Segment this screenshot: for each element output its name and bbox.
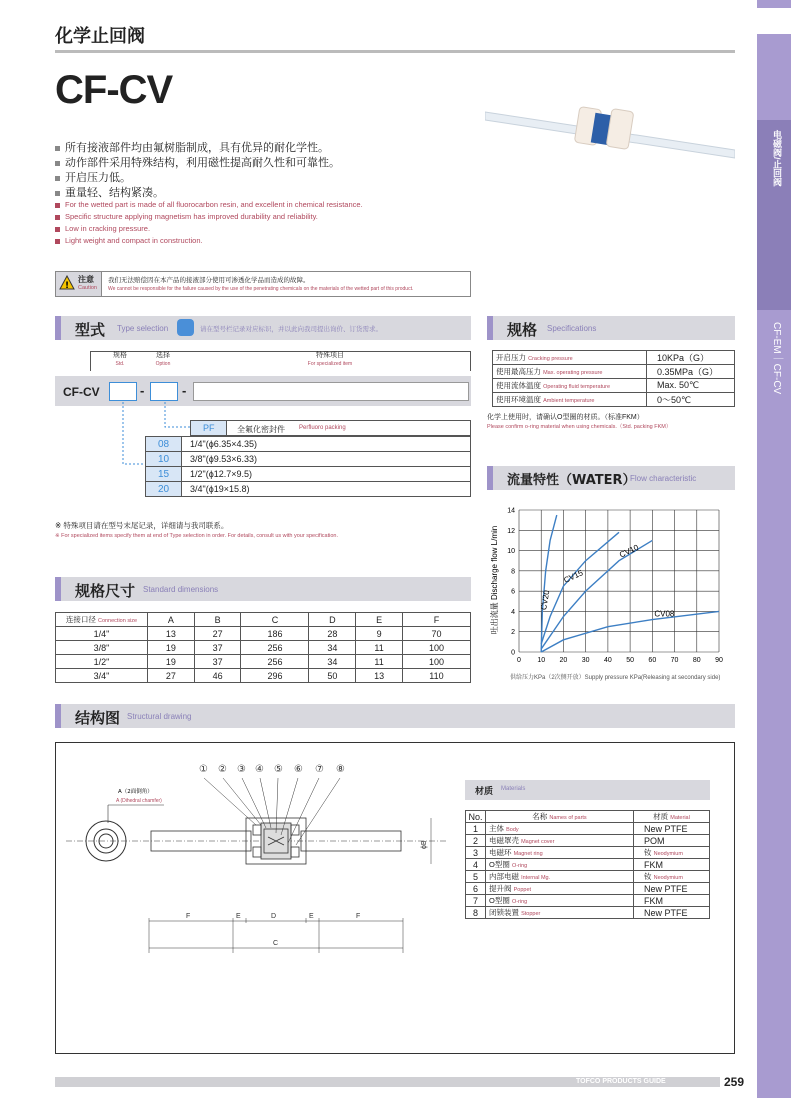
series-line-cv10 [541,540,652,649]
feature-en-item: Specific structure applying magnetism has improved durability and reliability. [55,211,363,223]
svg-text:⑦: ⑦ [315,764,324,775]
spec-row: 使用最高压力 Max. operating pressure 0.35MPa（G） [493,365,735,379]
svg-text:⑤: ⑤ [274,764,283,775]
feature-zh-item: 开启压力低。 [55,170,340,185]
svg-text:E: E [309,913,314,920]
std-label: 规格 Std. [113,352,127,367]
structural-header: 结构图 Structural drawing [55,704,735,728]
size-code-row: 15 1/2"(ϕ12.7×9.5) [146,467,471,482]
feature-zh-item: 动作部件采用特殊结构，利用磁性提高耐久性和可靠性。 [55,155,340,170]
special-label: 特殊项目 For specialized item [307,352,353,367]
y-tick-label: 0 [511,649,515,657]
dim-row: 3/8" 19 37 256 34 11 100 [56,641,471,655]
series-label: CV08 [654,609,675,619]
structural-drawing [56,743,456,1053]
y-tick-label: 6 [511,588,515,596]
svg-text:ϕB: ϕB [421,840,428,849]
svg-text:C: C [273,940,279,947]
option-desc-zh: 全氟化密封件 [237,425,285,434]
chart-ylabel: 吐出流量 Discharge flow L/min [490,525,499,635]
series-label: CV10 [618,542,640,560]
material-row: 7 O型圈 O-ring FKM [466,895,710,907]
page-title: 化学止回阀 [55,26,145,47]
svg-text:!: ! [64,281,70,291]
material-row: 6 提升阀 Poppet New PTFE [466,883,710,895]
caution-label: ! 注意 Caution [56,272,102,296]
size-code-table [145,436,471,497]
warning-icon [59,275,75,291]
footer-guide: TOFCO PRODUCTS GUIDE [576,1078,666,1085]
materials-header: 材质 Materials [465,780,710,800]
code-dash: - [140,383,145,398]
material-row: 3 电磁环 Magnet ring 钕 Neodymium [466,847,710,859]
dim-row: 1/2" 19 37 256 34 11 100 [56,655,471,669]
feature-en-item: Light weight and compact in construction. [55,235,363,247]
svg-text:A（2面倒角）: A（2面倒角） [118,789,153,795]
special-footnote-zh: ※ 特殊项目请在型号末尾记录，详细请与我司联系。 [55,521,229,530]
y-tick-label: 14 [507,507,515,515]
material-row: 5 内部电磁 Internal Mg. 钕 Neodymium [466,871,710,883]
option-row [190,420,471,436]
special-code-box [193,382,469,401]
y-tick-label: 8 [511,568,515,576]
code-model: CF-CV [63,385,100,399]
title-rule [55,50,735,53]
x-tick-label: 70 [670,657,679,664]
x-tick-label: 50 [626,657,635,664]
specifications-header: 规格 Specifications [487,316,735,340]
flow-header: 流量特性（WATER） Flow characteristic [487,466,735,490]
svg-text:D: D [271,913,277,920]
material-row: 1 主体 Body New PTFE [466,823,710,835]
caution-box [55,271,471,297]
size-code-box [109,382,137,401]
size-code-row: 08 1/4"(ϕ6.35×4.35) [146,437,471,452]
y-tick-label: 10 [507,548,515,556]
y-tick-label: 4 [511,608,515,616]
model-heading: CF-CV [55,68,173,112]
x-tick-label: 40 [603,657,612,664]
x-tick-label: 30 [581,657,590,664]
materials-table [465,810,710,919]
x-tick-label: 20 [559,657,568,664]
material-row: 2 电磁罩壳 Magnet cover POM [466,835,710,847]
page-number: 259 [724,1075,745,1089]
feature-en-item: Low in cracking pressure. [55,223,363,235]
dimensions-table [55,612,471,683]
features-zh [55,140,340,200]
caution-text-en: We cannot be responsible for the failure caused by the use of the penetrating chemicals on the materials of the wetted part of this product. [108,286,414,292]
dim-row: 1/4" 13 27 186 28 9 70 [56,627,471,641]
x-tick-label: 60 [648,657,657,664]
print-icon [177,319,194,336]
caution-text-zh: 我们无法赔偿因在本产品的接液部分使用可渗透化学品而造成的故障。 [108,277,310,284]
spec-row: 使用流体温度 Operating fluid temperature Max. 50℃ [493,379,735,393]
svg-text:F: F [186,913,191,920]
sidebar-top-tab [757,0,791,8]
spec-row: 使用环境温度 Ambient temperature 0～50℃ [493,393,735,407]
svg-text:A (Dihedral chamfer): A (Dihedral chamfer) [116,798,162,804]
specifications-table [492,350,735,407]
x-tick-label: 0 [517,657,521,664]
code-dash: - [182,383,187,398]
option-code-box [150,382,178,401]
spec-row: 开启压力 Cracking pressure 10KPa（G） [493,351,735,365]
type-selection-header: 型式 Type selection 请在型号栏记录对应标识，并以此向我司提出询价、订货需求。 [55,316,471,340]
size-code-row: 10 3/8"(ϕ9.53×6.33) [146,452,471,467]
features-en [55,199,363,247]
spec-note-zh: 化学上使用时，请确认O型圈的材质。（标准FKM） [487,414,644,421]
spec-note-en: Please confirm o-ring material when using chemicals.（Std. packing FKM） [487,424,672,430]
sidebar-label-category: 电磁阀/止回阀 [772,130,782,187]
y-tick-label: 2 [511,629,515,637]
feature-en-item: For the wetted part is made of all fluorocarbon resin, and excellent in chemical resistance. [55,199,363,211]
series-label: CV20 [539,589,552,611]
material-row: 4 O型圈 O-ring FKM [466,859,710,871]
flow-chart [487,500,737,690]
dim-header-row: 连接口径 Connection size A B C D E F [56,613,471,627]
chart-xlabel: 供给压力KPa（2次侧开放）Supply pressure KPa(Releasing at secondary side) [510,675,721,681]
feature-zh-item: 重量轻、结构紧凑。 [55,185,340,200]
svg-text:E: E [236,913,241,920]
svg-text:⑧: ⑧ [336,764,345,775]
type-selection-note: 请在型号栏记录对应标识，并以此向我司提出询价、订货需求。 [200,326,382,333]
special-footnote-en: ※ For specialized items specify them at end of Type selection in order. For details, consult us with your specification. [55,533,339,539]
svg-text:①: ① [199,764,208,775]
dim-row: 3/4" 27 46 296 50 13 110 [56,669,471,683]
sidebar-label-models: CF-EM｜CF-CV [771,322,782,395]
feature-zh-item: 所有接液部件均由氟树脂制成，具有优异的耐化学性。 [55,140,340,155]
material-row: 8 闭锁装置 Stopper New PTFE [466,907,710,919]
option-label: 选择 Option [155,352,171,367]
svg-text:⑥: ⑥ [294,764,303,775]
x-tick-label: 10 [537,657,546,664]
svg-text:②: ② [218,764,227,775]
series-label: CV15 [562,568,585,585]
x-tick-label: 80 [692,657,701,664]
materials-header-row: No. 名称 Names of parts 材质 Material [466,811,710,823]
product-image [485,100,735,170]
x-tick-label: 90 [715,657,723,664]
option-code: PF [191,421,227,435]
svg-text:F: F [356,913,361,920]
svg-text:④: ④ [255,764,264,775]
y-tick-label: 12 [507,527,515,535]
option-desc-en: Perfluoro packing [299,425,346,431]
dimensions-header: 规格尺寸 Standard dimensions [55,577,471,601]
size-code-row: 20 3/4"(ϕ19×15.8) [146,482,471,497]
svg-text:③: ③ [237,764,246,775]
